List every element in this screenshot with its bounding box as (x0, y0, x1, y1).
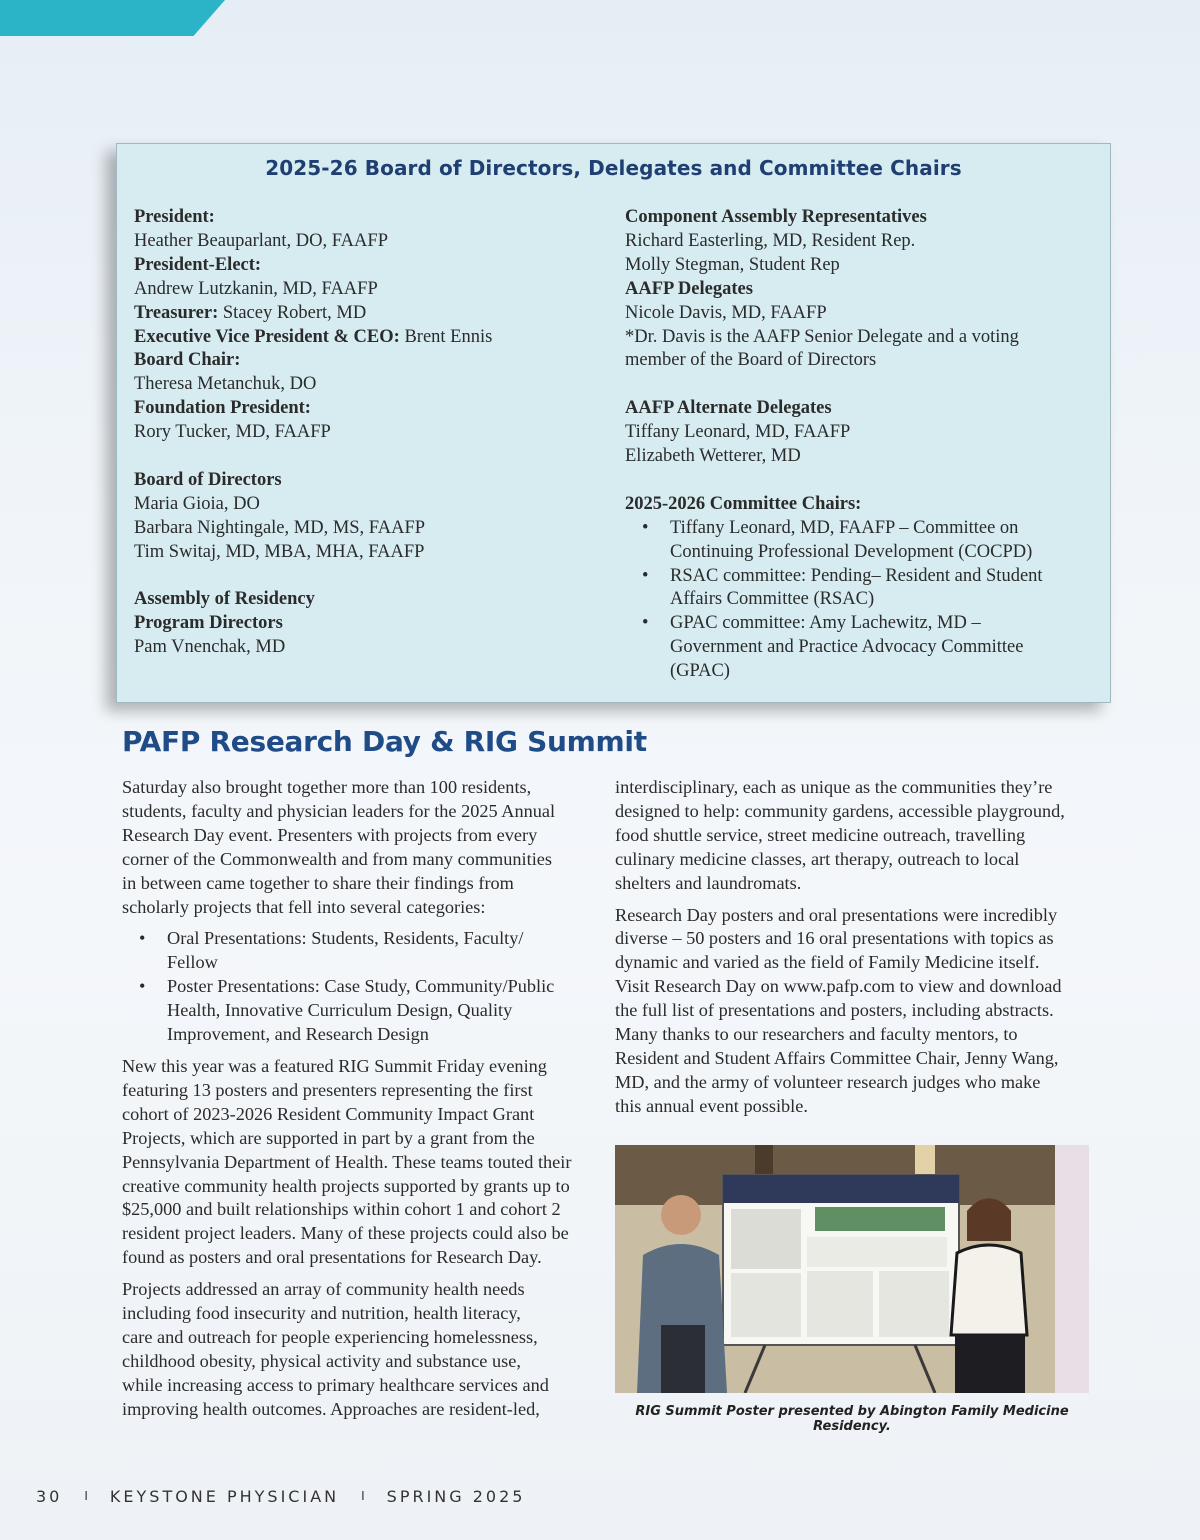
alternates-label: AAFP Alternate Delegates (625, 398, 832, 419)
board-left-column (134, 206, 604, 660)
evp-line (134, 326, 604, 350)
article-headline: PAFP Research Day & RIG Summit (122, 725, 647, 758)
chair-line: • RSAC committee: Pending– Resident and Student (670, 565, 1043, 586)
chair-list-item (625, 517, 1095, 565)
treasurer-label: Treasurer: (134, 302, 219, 323)
page-footer (36, 1487, 525, 1506)
article-paragraph: Research Day posters and oral presentations were incredibly diverse – 50 posters and 16 oral presentations with topics as dynamic and varied as the field of Family Medicine itself. Visit Research Day on www.pafp.com to view and download the full list of presentations and posters, including abstracts. Many thanks to our researchers and faculty mentors, to Resident and Student Affairs Committee Chair, Jenny Wang, MD, and the army of volunteer research judges who make this annual event possible. (615, 904, 1062, 1116)
chair-line: • GPAC committee: Amy Lachewitz, MD – (670, 613, 981, 634)
treasurer-name: Stacey Robert, MD (218, 302, 367, 323)
president-elect-label: President-Elect: (134, 254, 262, 275)
category-list-item: • Oral Presentations: Students, Residents, Faculty/ Fellow (122, 927, 592, 975)
board-chair-name: Theresa Metanchuk, DO (134, 374, 317, 395)
board-right-column (625, 206, 1095, 684)
article-column-left (122, 776, 592, 1430)
chair-line: Continuing Professional Development (COCPD) (670, 541, 1033, 562)
foundation-president-name: Rory Tucker, MD, FAAFP (134, 422, 331, 443)
car-label: Component Assembly Representatives (625, 207, 927, 227)
article-paragraph: Saturday also brought together more than 100 residents, students, faculty and physician leaders for the 2025 Annual Research Day event. Presenters with projects from every corner of the Commonwealth and from many communities in between came together to share their findings from scholarly projects that fell into several categories: (122, 777, 556, 917)
chair-list-item (625, 612, 1095, 684)
chair-list-item (625, 565, 1095, 613)
issue-name: SPRING 2025 (386, 1487, 526, 1506)
arpd-label: Program Directors (134, 613, 283, 634)
footer-separator: I (84, 1489, 88, 1503)
photo-caption: RIG Summit Poster presented by Abington Family Medicine Residency. (635, 1404, 1069, 1434)
article-paragraph: interdisciplinary, each as unique as the communities they’re designed to help: community gardens, accessible playground, food shuttle service, street medicine outreach, travelling culinary medicine classes, art therapy, outreach to local shelters and laundromats. (615, 777, 1065, 893)
delegates-label: AAFP Delegates (625, 278, 753, 299)
alternate-name: Tiffany Leonard, MD, FAAFP (625, 422, 851, 443)
footer-separator: I (361, 1489, 365, 1503)
page-number: 30 (36, 1487, 63, 1506)
magazine-name: KEYSTONE PHYSICIAN (109, 1487, 340, 1506)
directors-label: Board of Directors (134, 469, 282, 490)
chair-line: Affairs Committee (RSAC) (670, 589, 875, 610)
president-elect-name: Andrew Lutzkanin, MD, FAAFP (134, 278, 378, 299)
category-list (122, 927, 592, 1047)
chairs-label: 2025-2026 Committee Chairs: (625, 493, 862, 514)
arpd-name: Pam Vnenchak, MD (134, 637, 286, 658)
chair-line: Government and Practice Advocacy Committee (670, 637, 1024, 658)
article-column-right (615, 776, 1085, 1127)
delegate-note: *Dr. Davis is the AAFP Senior Delegate and a voting (625, 326, 1019, 347)
president-name: Heather Beauparlant, DO, FAAFP (134, 230, 388, 251)
alternate-name: Elizabeth Wetterer, MD (625, 446, 801, 467)
board-chair-label: Board Chair: (134, 350, 241, 371)
director-name: Barbara Nightingale, MD, MS, FAAFP (134, 517, 426, 538)
delegate-name: Nicole Davis, MD, FAAFP (625, 302, 827, 323)
car-name: Richard Easterling, MD, Resident Rep. (625, 230, 916, 251)
event-photo (615, 1145, 1089, 1393)
director-name: Tim Switaj, MD, MBA, MHA, FAAFP (134, 541, 425, 562)
category-list-item: • Poster Presentations: Case Study, Community/Public Health, Innovative Curriculum Design, Quality Improvement, and Research Design (122, 975, 592, 1047)
event-photo-illustration (615, 1145, 1089, 1393)
arpd-label: Assembly of Residency (134, 589, 315, 610)
chair-line: (GPAC) (670, 661, 730, 682)
foundation-president-label: Foundation President: (134, 398, 311, 419)
board-box (116, 143, 1111, 703)
board-title: 2025-26 Board of Directors, Delegates and Committee Chairs (265, 156, 962, 180)
car-name: Molly Stegman, Student Rep (625, 254, 840, 275)
evp-name: Brent Ennis (399, 326, 493, 347)
treasurer-line (134, 302, 604, 326)
article-paragraph: New this year was a featured RIG Summit Friday evening featuring 13 posters and presenters representing the first cohort of 2023-2026 Resident Community Impact Grant Projects, which are supported in part by a grant from the Pennsylvania Department of Health. These teams touted their creative community health projects supported by grants up to $25,000 and built relationships within cohort 1 and cohort 2 resident project leaders. Many of these projects could also be found as posters and oral presentations for Research Day. (122, 1055, 572, 1268)
evp-label: Executive Vice President & CEO: (134, 326, 400, 347)
article-paragraph: Projects addressed an array of community health needs including food insecurity and nutrition, health literacy, care and outreach for people experiencing homelessness, childhood obesity, physical activity and substance use, while increasing access to primary healthcare services and improving health outcomes. Approaches are resident-led, (122, 1279, 549, 1419)
corner-accent-bar (0, 0, 225, 36)
director-name: Maria Gioia, DO (134, 493, 260, 514)
delegate-note: member of the Board of Directors (625, 350, 877, 371)
chair-line: • Tiffany Leonard, MD, FAAFP – Committee on (670, 517, 1019, 538)
president-label: President: (134, 207, 215, 227)
